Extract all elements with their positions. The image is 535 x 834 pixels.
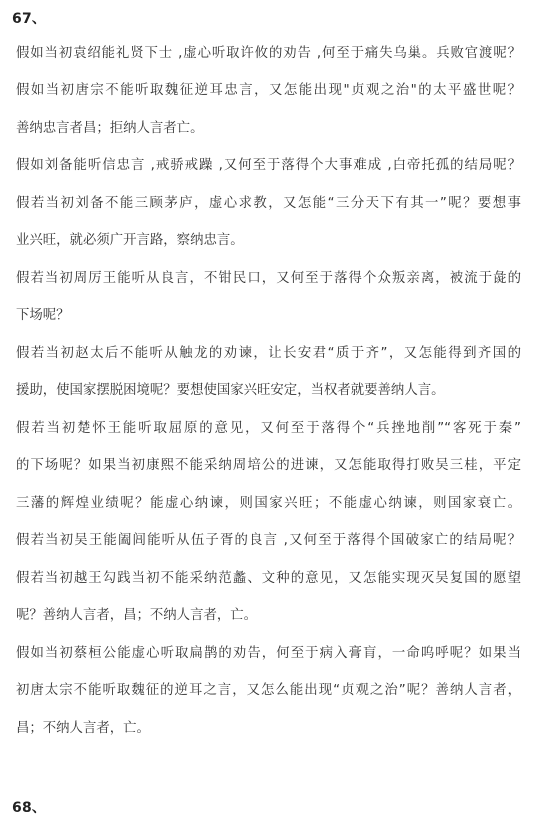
text-line: 呢？善纳人言者，昌；不纳人言者，亡。 <box>16 608 258 623</box>
text-line: 假如当初唐宗不能听取魏征逆耳忠言，又怎能出现"贞观之治"的太平盛世呢？ <box>16 83 521 98</box>
text-line: 假若当初吴王能阖闾能听从伍子胥的良言 ,又何至于落得个国破家亡的结局呢？ <box>16 533 521 548</box>
text-line: 假若当初赵太后不能听从触龙的劝谏，让长安君“质于齐”，又怎能得到齐国的 <box>16 346 521 361</box>
text-line: 假若当初刘备不能三顾茅庐，虚心求教，又怎能“三分天下有其一”呢？要想事 <box>16 196 521 211</box>
text-line: 假如当初袁绍能礼贤下士 ,虚心听取许攸的劝告 ,何至于痛失乌巢。兵败官渡呢？ <box>16 46 521 61</box>
text-line: 下场呢？ <box>16 308 70 323</box>
text-line: 业兴旺，就必须广开言路，察纳忠言。 <box>16 233 244 248</box>
text-line: 初唐太宗不能听取魏征的逆耳之言，又怎么能出现“贞观之治”呢？善纳人言者， <box>16 683 521 698</box>
section-heading-68: 68、 <box>12 800 47 816</box>
section-heading-67: 67、 <box>12 11 47 27</box>
text-line: 假若当初楚怀王能听取屈原的意见，又何至于落得个“兵挫地削”“客死于秦” <box>16 421 521 436</box>
text-line: 援助，使国家摆脱困境呢？要想使国家兴旺安定，当权者就要善纳人言。 <box>16 383 445 398</box>
text-line: 善纳忠言者昌；拒纳人言者亡。 <box>16 121 204 136</box>
text-line: 假如当初蔡桓公能虚心听取扁鹊的劝告，何至于病入膏肓，一命呜呼呢？如果当 <box>16 646 521 661</box>
text-line: 假若当初越王勾践当初不能采纳范蠡、文种的意见，又怎能实现灭吴复国的愿望 <box>16 571 521 586</box>
text-line: 假若当初周厉王能听从良言，不钳民口，又何至于落得个众叛亲离，被流于彘的 <box>16 271 521 286</box>
text-line: 昌；不纳人言者，亡。 <box>16 721 150 736</box>
text-line: 假如刘备能听信忠言 ,戒骄戒躁 ,又何至于落得个大事难成 ,白帝托孤的结局呢？ <box>16 158 521 173</box>
text-line: 的下场呢？如果当初康熙不能采纳周培公的进谏，又怎能取得打败吴三桂，平定 <box>16 458 521 473</box>
text-line: 三藩的辉煌业绩呢？能虚心纳谏，则国家兴旺；不能虚心纳谏，则国家衰亡。 <box>16 496 521 511</box>
